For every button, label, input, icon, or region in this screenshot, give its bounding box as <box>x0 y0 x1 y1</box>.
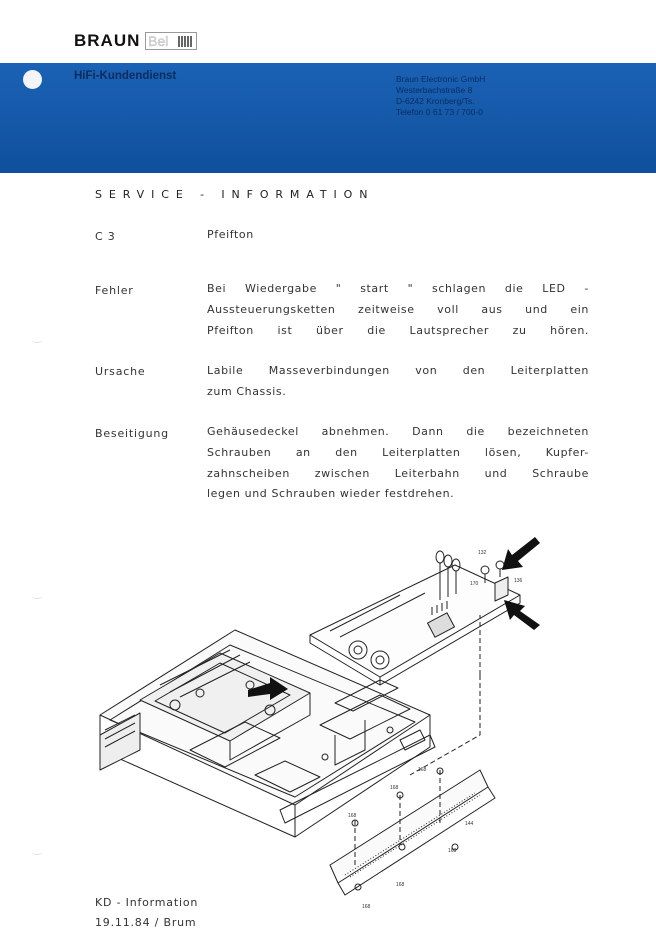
text-line: Labile Masseverbindungen von den Leiterplatten <box>207 364 589 377</box>
part-label: 144 <box>465 821 474 827</box>
circuit-board-drawing <box>310 551 520 685</box>
document-heading: SERVICE - INFORMATION <box>95 188 375 201</box>
text-line: Bei Wiedergabe " start " schlagen die LED - <box>207 282 589 295</box>
address-line: Telefon 0 61 73 / 700-0 <box>396 107 483 117</box>
band-title: HiFi-Kundendienst <box>74 70 177 82</box>
part-label: 168 <box>348 813 357 819</box>
section-label-beseitigung: Beseitigung <box>95 427 169 440</box>
part-label: 170 <box>470 581 479 587</box>
text-line: Gehäusedeckel abnehmen. Dann die bezeichneten <box>207 425 589 438</box>
part-label: 168 <box>418 767 427 773</box>
address-line: D-6242 Kronberg/Ts. <box>396 96 475 106</box>
text-line: Pfeifton ist über die Lautsprecher zu hören. <box>207 323 589 337</box>
bel-logo-text: Bel <box>148 33 169 49</box>
document-subject <box>207 225 589 246</box>
text-line: zahnscheiben zwischen Leiterbahn und Schraube <box>207 466 589 480</box>
exploded-assembly-drawing <box>80 525 600 910</box>
punch-mark <box>32 338 42 343</box>
braun-logo: BRAUN <box>74 31 141 50</box>
text-line: Schrauben an den Leiterplatten lösen, Kupfer- <box>207 445 589 459</box>
text-line: Aussteuerungsketten zeitweise voll aus und ein <box>207 302 589 316</box>
section-text-fehler <box>207 279 589 341</box>
punch-hole-icon <box>23 70 42 89</box>
text-line: zum Chassis. <box>207 384 287 398</box>
company-address <box>396 74 485 118</box>
part-label: 132 <box>478 550 487 556</box>
section-text-ursache <box>207 361 589 403</box>
section-text-beseitigung <box>207 422 589 505</box>
document-code: C 3 <box>95 230 116 243</box>
address-line: Westerbachstraße 8 <box>396 85 473 95</box>
footer-line-1: KD - Information <box>95 896 199 909</box>
text-line: legen und Schrauben wieder festdrehen. <box>207 487 455 501</box>
address-line: Braun Electronic GmbH <box>396 74 486 84</box>
section-label-ursache: Ursache <box>95 365 146 378</box>
part-label: 168 <box>448 848 457 854</box>
footer-line-2: 19.11.84 / Brum <box>95 916 197 929</box>
subject-text: Pfeifton <box>207 228 254 241</box>
part-label: 168 <box>362 904 371 910</box>
punch-mark <box>32 594 42 599</box>
punch-mark <box>32 850 42 855</box>
bel-logo <box>145 32 197 50</box>
section-label-fehler: Fehler <box>95 284 134 297</box>
part-label: 136 <box>514 578 523 584</box>
part-label: 168 <box>390 785 399 791</box>
part-label: 168 <box>396 882 405 888</box>
